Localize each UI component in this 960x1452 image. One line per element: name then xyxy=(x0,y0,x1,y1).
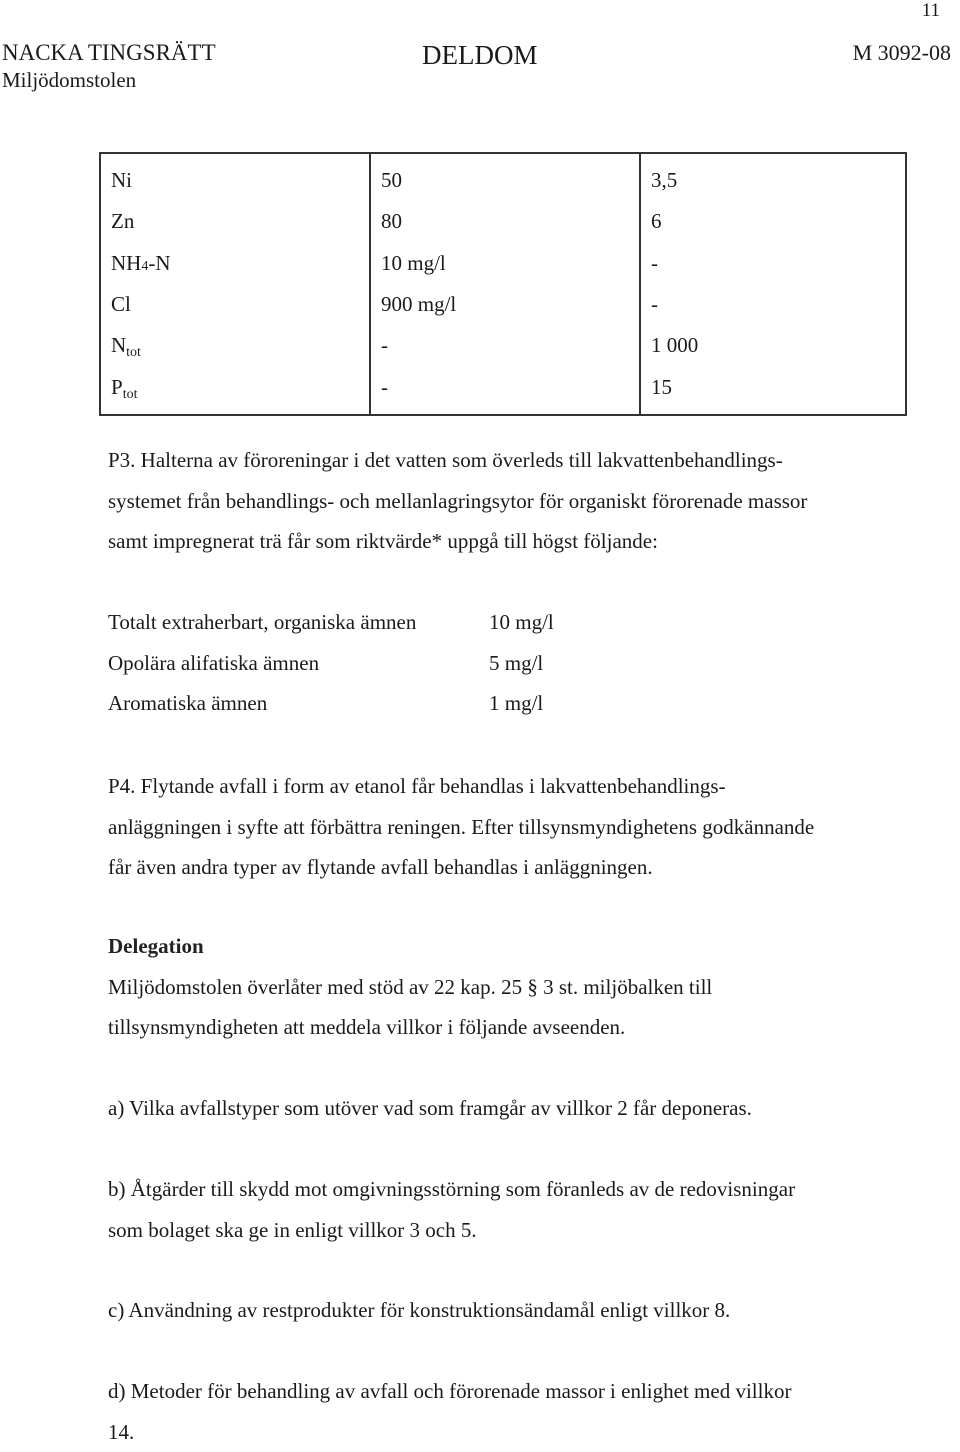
paragraph-p3: P3. Halterna av föroreningar i det vatten som överleds till lakvattenbehandlings- systemet från behandlings- och mellanlagringsytor för organiskt förorenade massor samt impregnerat trä får som riktvärde* uppgå till högst följande: xyxy=(108,448,808,553)
limits-table xyxy=(99,152,907,416)
value-cell: 900 mg/l xyxy=(370,284,640,325)
substance-name: Aromatiska ämnen xyxy=(108,691,268,715)
value-cell: 1 000 xyxy=(651,333,699,358)
item-c: c) Användning av restprodukter för konstruktionsändamål enligt villkor 8. xyxy=(108,1298,731,1322)
item-a: a) Vilka avfallstyper som utöver vad som framgår av villkor 2 får deponeras. xyxy=(108,1096,752,1120)
table-row xyxy=(100,284,906,325)
value-cell: - xyxy=(370,366,640,414)
substance-name: Opolära alifatiska ämnen xyxy=(108,651,320,675)
substance-cell: Ptot xyxy=(100,366,370,414)
value-cell: - xyxy=(370,325,640,366)
value-cell: - xyxy=(651,292,658,317)
table-row xyxy=(100,243,906,284)
value-cell: 80 xyxy=(370,201,640,242)
substance-cell: Zn xyxy=(100,201,370,242)
substance-name: Totalt extraherbart, organiska ämnen xyxy=(108,610,417,634)
case-number: M 3092-08 xyxy=(852,40,951,65)
item-b: b) Åtgärder till skydd mot omgivningsstörning som föranleds av de redovisningar som bolaget ska ge in enligt villkor 3 och 5. xyxy=(108,1177,796,1242)
court-name: NACKA TINGSRÄTT xyxy=(2,40,216,65)
delegation-section: Delegation Miljödomstolen överlåter med stöd av 22 kap. 25 § 3 st. miljöbalken till tillsynsmyndigheten att meddela villkor i följande avseenden. xyxy=(108,926,908,1048)
substance-cell: Ntot xyxy=(100,325,370,366)
substance-value: 5 mg/l xyxy=(489,651,544,675)
value-cell: 50 xyxy=(370,153,640,201)
substance-cell: NH4-N xyxy=(100,243,370,284)
substance-cell: Cl xyxy=(100,284,370,325)
substance-cell: Ni xyxy=(100,153,370,201)
value-cell: 6 xyxy=(651,209,662,234)
value-cell: 10 mg/l xyxy=(370,243,640,284)
value-cell: 3,5 xyxy=(651,168,678,193)
table-row xyxy=(100,325,906,366)
table-row xyxy=(100,201,906,242)
table-row xyxy=(100,153,906,201)
substance-value: 1 mg/l xyxy=(489,691,544,715)
value-cell: 15 xyxy=(651,374,672,399)
paragraph-p4: P4. Flytande avfall i form av etanol får behandlas i lakvattenbehandlings- anläggningen i syfte att förbättra reningen. Efter tillsynsmyndighetens godkännande får även andra typer av flytande avfall behandlas i anläggningen. xyxy=(108,774,815,879)
document-type: DELDOM xyxy=(422,40,538,70)
court-division: Miljödomstolen xyxy=(2,68,137,92)
item-d: d) Metoder för behandling av avfall och förorenade massor i enlighet med villkor 14. xyxy=(108,1379,792,1444)
substance-value: 10 mg/l xyxy=(489,610,554,634)
value-cell: - xyxy=(651,250,658,275)
section-heading: Delegation xyxy=(108,934,204,958)
page-number: 11 xyxy=(921,0,940,21)
table-row xyxy=(100,366,906,414)
